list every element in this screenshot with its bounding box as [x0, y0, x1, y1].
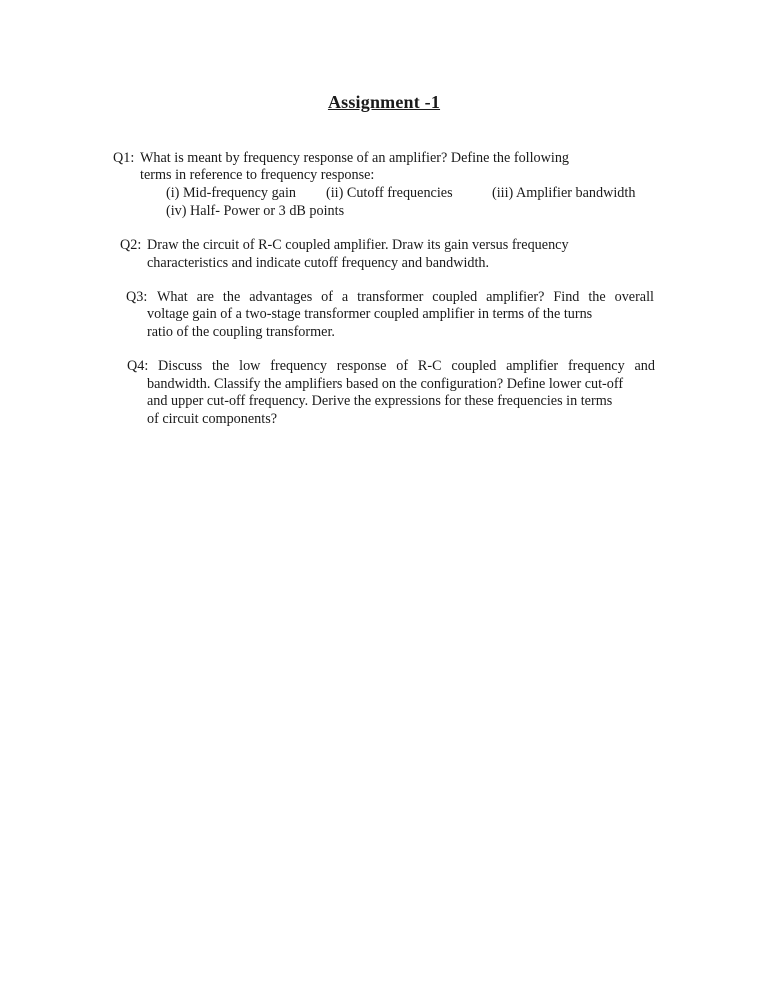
question-text-line: What are the advantages of a transformer coupled amplifier? Find the overall: [157, 289, 654, 305]
sub-item: (iv) Half- Power or 3 dB points: [166, 203, 345, 219]
question-text-line: of circuit components?: [147, 411, 278, 427]
question-text-line: What is meant by frequency response of an amplifier? Define the following: [140, 150, 570, 166]
question-text-line: characteristics and indicate cutoff frequency and bandwidth.: [147, 255, 490, 271]
question-label: Q2:: [120, 237, 142, 253]
question-text-line: Draw the circuit of R-C coupled amplifier. Draw its gain versus frequency: [147, 237, 569, 253]
question-text-line: bandwidth. Classify the amplifiers based on the configuration? Define lower cut-off: [147, 376, 624, 392]
question-text-line: and upper cut-off frequency. Derive the expressions for these frequencies in terms: [147, 393, 613, 409]
page-title: Assignment -1: [327, 92, 441, 112]
question-text-line: ratio of the coupling transformer.: [147, 324, 335, 340]
question-label: Q3:: [126, 289, 148, 305]
question-text-line: terms in reference to frequency response:: [140, 167, 375, 183]
question-text-line: voltage gain of a two-stage transformer coupled amplifier in terms of the turns: [147, 306, 593, 322]
sub-item: (iii) Amplifier bandwidth: [492, 185, 636, 201]
question-label: Q1:: [113, 150, 135, 166]
sub-item: (i) Mid-frequency gain: [166, 185, 297, 201]
question-text-line: Discuss the low frequency response of R-C coupled amplifier frequency and: [158, 358, 655, 374]
question-label: Q4:: [127, 358, 149, 374]
sub-item: (ii) Cutoff frequencies: [326, 185, 453, 201]
